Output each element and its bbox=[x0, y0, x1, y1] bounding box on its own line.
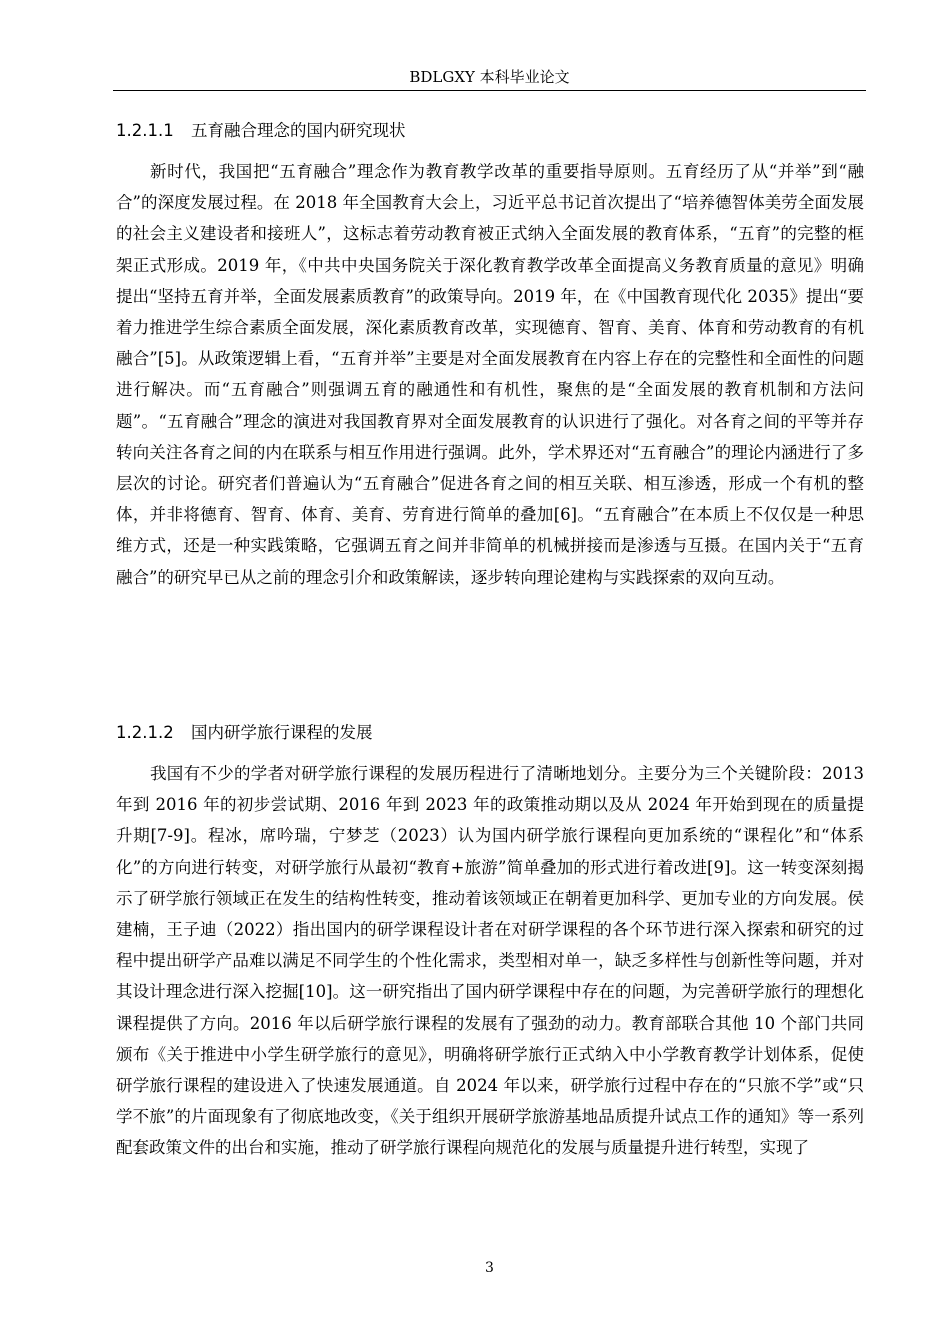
section-number: 1.2.1.2 bbox=[116, 723, 174, 742]
section-number: 1.2.1.1 bbox=[116, 121, 174, 140]
section-paragraph-2: 我国有不少的学者对研学旅行课程的发展历程进行了清晰地划分。主要分为三个关键阶段：2013 年到 2016 年的初步尝试期、2016 年到 2023 年的政策推动期以及从 2024 年开始到现在的质量提升期[7-9]。程冰，席吟瑞，宁梦芝（2023）认为国内研学旅行课程向更加系统的“课程化”和“体系化”的方向进行转变，对研学旅行从最初“教育+旅游”简单叠加的形式进行着改进[9]。这一转变深刻揭示了研学旅行领域正在发生的结构性转变，推动着该领域正在朝着更加科学、更加专业的方向发展。侯建楠，王子迪（2022）指出国内的研学课程设计者在对研学课程的各个环节进行深入探索和研究的过程中提出研学产品难以满足不同学生的个性化需求，类型相对单一，缺乏多样性与创新性等问题，并对其设计理念进行深入挖掘[10]。这一研究指出了国内研学课程中存在的问题，为完善研学旅行的理想化课程提供了方向。2016 年以后研学旅行课程的发展有了强劲的动力。教育部联合其他 10 个部门共同颁布《关于推进中小学生研学旅行的意见》，明确将研学旅行正式纳入中小学教育教学计划体系，促使研学旅行课程的建设进入了快速发展通道。自 2024 年以来，研学旅行过程中存在的“只旅不学”或“只学不旅”的片面现象有了彻底地改变，《关于组织开展研学旅游基地品质提升试点工作的通知》等一系列配套政策文件的出台和实施，推动了研学旅行课程向规范化的发展与质量提升进行转型，实现了 bbox=[116, 764, 864, 1158]
header-rule bbox=[113, 90, 866, 91]
section-heading-1 bbox=[116, 119, 406, 143]
section-title: 国内研学旅行课程的发展 bbox=[191, 723, 373, 742]
section-title: 五育融合理念的国内研究现状 bbox=[191, 121, 406, 140]
page-number: 3 bbox=[485, 1260, 494, 1276]
section-heading-2 bbox=[116, 721, 373, 745]
section-paragraph-1: 新时代，我国把“五育融合”理念作为教育教学改革的重要指导原则。五育经历了从“并举”到“融合”的深度发展过程。在 2018 年全国教育大会上，习近平总书记首次提出了“培养德智体美劳全面发展的社会主义建设者和接班人”，这标志着劳动教育被正式纳入全面发展的教育体系，“五育”的完整的框架正式形成。2019 年，《中共中央国务院关于深化教育教学改革全面提高义务教育质量的意见》明确提出“坚持五育并举，全面发展素质教育”的政策导向。2019 年，在《中国教育现代化 2035》提出“要着力推进学生综合素质全面发展，深化素质教育改革，实现德育、智育、美育、体育和劳动教育的有机融合”[5]。从政策逻辑上看，“五育并举”主要是对全面发展教育在内容上存在的完整性和全面性的问题进行解决。而“五育融合”则强调五育的融通性和有机性，聚焦的是“全面发展的教育机制和方法问题”。“五育融合”理念的演进对我国教育界对全面发展教育的认识进行了强化。对各育之间的平等并存转向关注各育之间的内在联系与相互作用进行强调。此外，学术界还对“五育融合”的理论内涵进行了多层次的讨论。研究者们普遍认为“五育融合”促进各育之间的相互关联、相互渗透，形成一个有机的整体，并非将德育、智育、体育、美育、劳育进行简单的叠加[6]。“五育融合”在本质上不仅仅是一种思维方式，还是一种实践策略，它强调五育之间并非简单的机械拼接而是渗透与互摄。在国内关于“五育融合”的研究早已从之前的理念引介和政策解读，逐步转向理论建构与实践探索的双向互动。 bbox=[116, 162, 864, 587]
page-header: BDLGXY 本科毕业论文 bbox=[409, 68, 570, 86]
